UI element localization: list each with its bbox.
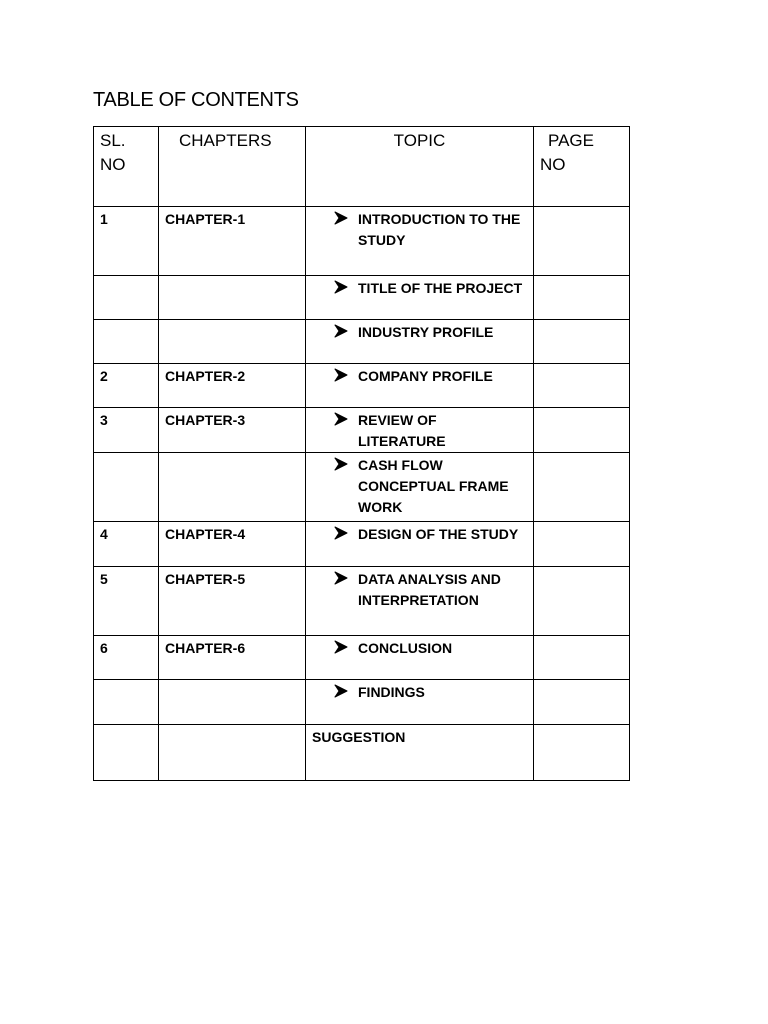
page-no-cell [534,207,630,276]
topic-label: FINDINGS [358,684,425,700]
sl-no-cell: 3 [94,408,159,453]
chapter-cell: CHAPTER-2 [159,364,306,408]
sl-no-cell [94,276,159,320]
arrow-bullet-icon [334,368,358,382]
topic-item [334,569,527,611]
page-no-cell [534,725,630,781]
topic-cell [306,276,534,320]
topic-item [334,410,527,452]
chapter-cell [159,725,306,781]
topic-item [334,524,527,545]
topic-item [334,366,527,387]
sl-no-cell: 4 [94,522,159,567]
topic-cell [306,320,534,364]
chapter-cell: CHAPTER-4 [159,522,306,567]
header-sl-no [94,127,159,207]
header-sl-no-line2: NO [100,155,126,174]
page-title: TABLE OF CONTENTS [93,89,299,111]
topic-cell [306,725,534,781]
page-no-cell [534,680,630,725]
topic-label: REVIEW OF LITERATURE [358,412,446,449]
topic-cell [306,567,534,636]
sl-no-cell: 1 [94,207,159,276]
topic-item [334,455,527,518]
chapter-cell: CHAPTER-1 [159,207,306,276]
arrow-bullet-icon [334,684,358,698]
table-row [94,522,630,567]
topic-cell [306,522,534,567]
sl-no-cell [94,680,159,725]
topic-cell [306,408,534,453]
table-row [94,453,630,522]
header-page-no-line2: NO [540,155,566,174]
topic-cell [306,636,534,680]
topic-label: DESIGN OF THE STUDY [358,526,519,542]
chapter-cell: CHAPTER-3 [159,408,306,453]
page-no-cell [534,320,630,364]
header-topic [306,127,534,207]
sl-no-cell: 5 [94,567,159,636]
table-row [94,364,630,408]
header-chapters-label: CHAPTERS [179,131,272,150]
arrow-bullet-icon [334,526,358,540]
page-no-cell [534,453,630,522]
page-no-cell [534,567,630,636]
chapter-cell [159,453,306,522]
arrow-bullet-icon [334,412,358,426]
table-row [94,276,630,320]
chapter-cell: CHAPTER-5 [159,567,306,636]
table-header-row [94,127,630,207]
page-no-cell [534,408,630,453]
topic-item [334,209,527,251]
chapter-cell: CHAPTER-6 [159,636,306,680]
topic-label: COMPANY PROFILE [358,368,493,384]
table-row [94,320,630,364]
header-page-no [534,127,630,207]
topic-cell [306,680,534,725]
topic-item [334,322,527,343]
table-row [94,680,630,725]
topic-cell [306,207,534,276]
topic-label: CASH FLOW CONCEPTUAL FRAME WORK [358,457,509,515]
page-no-cell [534,364,630,408]
header-chapters [159,127,306,207]
chapter-cell [159,680,306,725]
header-sl-no-line1: SL. [100,131,126,150]
topic-cell [306,453,534,522]
header-page-no-line1: PAGE [548,131,594,150]
topic-cell [306,364,534,408]
topic-item [334,682,527,703]
sl-no-cell [94,320,159,364]
topic-label: INTRODUCTION TO THE STUDY [358,211,521,248]
table-row [94,207,630,276]
page-no-cell [534,522,630,567]
sl-no-cell: 6 [94,636,159,680]
table-row [94,408,630,453]
arrow-bullet-icon [334,324,358,338]
table-row [94,567,630,636]
arrow-bullet-icon [334,280,358,294]
arrow-bullet-icon [334,640,358,654]
table-row [94,636,630,680]
topic-item [334,278,527,299]
chapter-cell [159,276,306,320]
topic-label: TITLE OF THE PROJECT [358,280,523,296]
topic-label: INDUSTRY PROFILE [358,324,494,340]
arrow-bullet-icon [334,457,358,471]
sl-no-cell [94,453,159,522]
sl-no-cell: 2 [94,364,159,408]
header-topic-label: TOPIC [393,131,446,150]
sl-no-cell [94,725,159,781]
chapter-cell [159,320,306,364]
table-row [94,725,630,781]
topic-label: SUGGESTION [312,729,406,745]
page-no-cell [534,276,630,320]
topic-label: DATA ANALYSIS AND INTERPRETATION [358,571,501,608]
arrow-bullet-icon [334,211,358,225]
arrow-bullet-icon [334,571,358,585]
page-no-cell [534,636,630,680]
topic-label: CONCLUSION [358,640,453,656]
topic-item [334,638,527,659]
table-of-contents [93,126,630,781]
